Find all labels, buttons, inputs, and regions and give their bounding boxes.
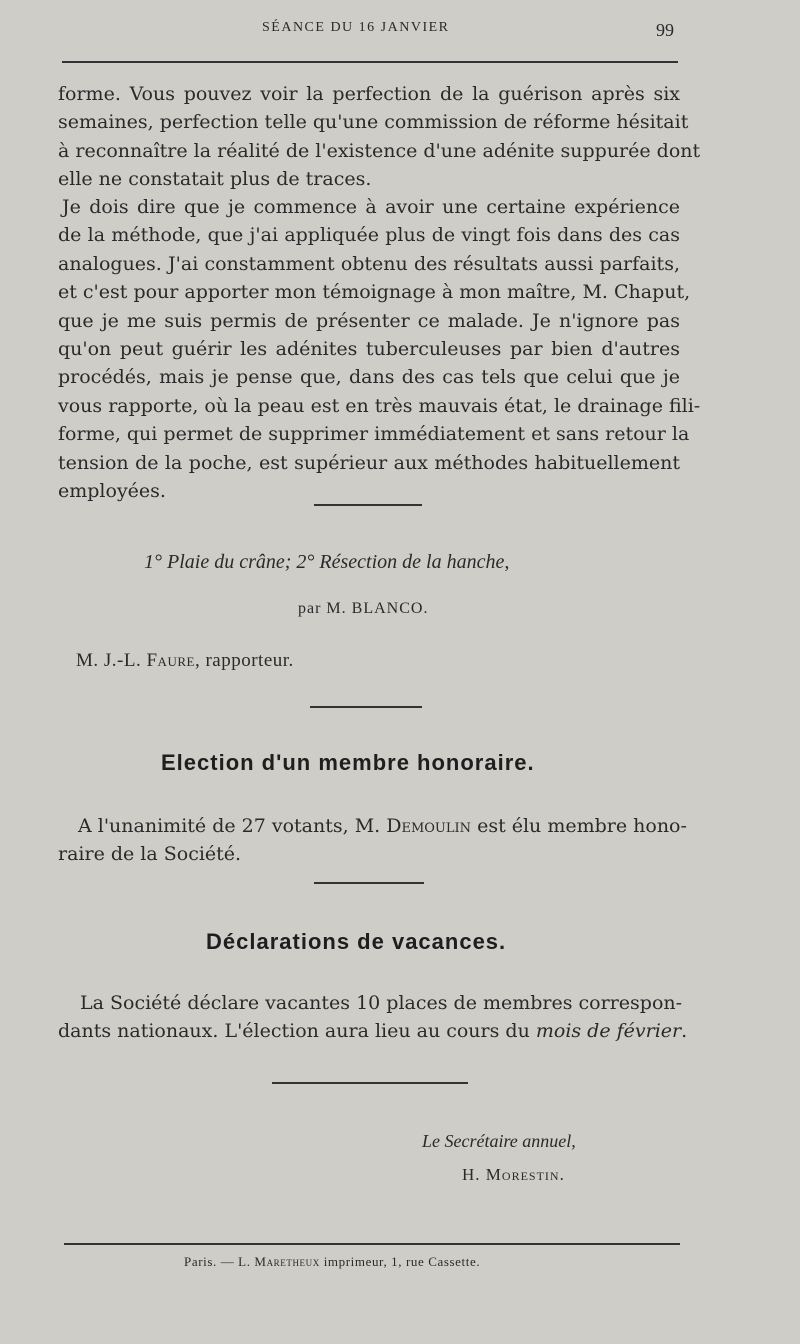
signature-name [462, 1165, 565, 1185]
continuation-paragraph [58, 80, 701, 194]
member-name: Demoulin [386, 815, 472, 837]
text-line: forme, qui permet de supprimer immédiatement et sans retour la [58, 423, 690, 446]
reporter-name: Faure [146, 650, 195, 671]
reporter-suffix: , rapporteur. [194, 650, 294, 671]
page-number: 99 [656, 20, 674, 40]
election-text: A l'unanimité de 27 votants, M. [78, 815, 387, 837]
section-divider [314, 882, 424, 884]
election-paragraph [58, 812, 687, 869]
signature-surname: Morestin [485, 1165, 560, 1184]
text-line [58, 812, 687, 840]
text-line: et c'est pour apporter mon témoignage à mon maître, M. Chaput, [58, 281, 691, 304]
text-line: tension de la poche, est supérieur aux méthodes habituellement [58, 451, 680, 474]
text-line: vous rapporte, où la peau est en très mauvais état, le drainage fili- [58, 394, 701, 417]
running-title: SÉANCE DU 16 JANVIER [262, 20, 450, 35]
text-line: à reconnaître la réalité de l'existence d'une adénite suppurée dont [58, 139, 701, 162]
election-text: est élu membre hono- [471, 815, 687, 837]
text-line [58, 1017, 688, 1045]
report-byline: par M. BLANCO. [298, 600, 429, 617]
printer-imprint [184, 1254, 480, 1270]
text-line: forme. Vous pouvez voir la perfection de la guérison après six [58, 83, 680, 105]
section-divider [314, 504, 422, 506]
footer-rule [64, 1243, 680, 1245]
vacancies-paragraph [58, 989, 688, 1046]
signature-initial: H. [462, 1165, 486, 1184]
imprint-text: imprimeur, 1, rue Cassette. [319, 1254, 481, 1269]
section-divider [310, 706, 422, 708]
text-line: employées. [58, 480, 166, 503]
election-title: Election d'un membre honoraire. [161, 750, 535, 775]
text-line: Je dois dire que je commence à avoir une certaine expérience [62, 196, 680, 218]
text-line: analogues. J'ai constamment obtenu des résultats aussi parfaits, [58, 252, 680, 275]
text-line: raire de la Société. [58, 843, 242, 866]
method-paragraph [58, 193, 701, 505]
vacancies-date: mois de février [535, 1020, 682, 1043]
vacancies-title: Déclarations de vacances. [206, 929, 507, 954]
reporter-prefix: M. J.-L. [76, 650, 147, 671]
text-line: elle ne constatait plus de traces. [58, 168, 372, 191]
closing-divider [272, 1082, 468, 1084]
running-header [0, 20, 800, 44]
signature-period: . [559, 1165, 565, 1184]
text-line: semaines, perfection telle qu'une commission de réforme hésitait [58, 111, 689, 134]
vacancies-text: dants nationaux. L'élection aura lieu au cours du [58, 1020, 536, 1043]
reporter-line [76, 650, 294, 672]
header-rule [62, 61, 678, 63]
imprint-text: Paris. — L. [184, 1254, 255, 1269]
text-line: La Société déclare vacantes 10 places de membres correspon- [80, 992, 683, 1014]
printer-name: Maretheux [254, 1254, 320, 1269]
text-line: procédés, mais je pense que, dans des cas tels que celui que je [58, 366, 680, 389]
text-line: qu'on peut guérir les adénites tuberculeuses par bien d'autres [58, 338, 680, 361]
text-line: que je me suis permis de présenter ce malade. Je n'ignore pas [58, 309, 680, 332]
text-line: de la méthode, que j'ai appliquée plus de vingt fois dans des cas [58, 224, 680, 247]
report-subtitle: 1° Plaie du crâne; 2° Résection de la hanche, [144, 551, 510, 573]
vacancies-text: . [681, 1020, 688, 1043]
signature-role: Le Secrétaire annuel, [422, 1131, 576, 1151]
